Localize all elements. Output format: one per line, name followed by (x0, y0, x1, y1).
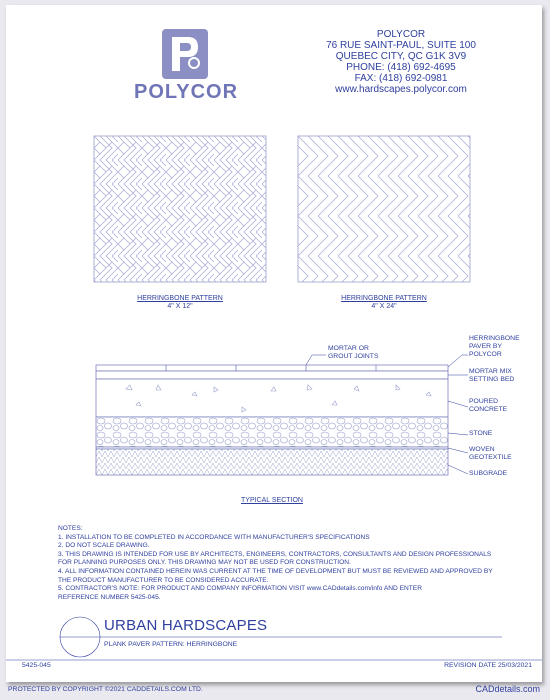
note-line: 3. THIS DRAWING IS INTENDED FOR USE BY ARCHITECTS, ENGINEERS, CONTRACTORS, CONSULTANTS AND DESIGN PROFESSIONALS (58, 550, 492, 558)
pattern-title: HERRINGBONE PATTERN (137, 295, 223, 302)
address-line: PHONE: (418) 692-4695 (346, 62, 456, 73)
note-line: REFERENCE NUMBER 5425-045. (58, 593, 161, 601)
callout-line: GROUT JOINTS (328, 353, 379, 360)
callout-concrete (469, 398, 507, 414)
drawing-title: URBAN HARDSCAPES (104, 617, 268, 634)
herringbone-pattern-4x24 (298, 136, 470, 282)
note-line: 1. INSTALLATION TO BE COMPLETED IN ACCORDANCE WITH MANUFACTURER'S SPECIFICATIONS (58, 533, 370, 541)
address-line: QUEBEC CITY, QC G1K 3V9 (335, 51, 467, 62)
typical-section-drawing (96, 361, 448, 479)
notes-block (58, 525, 493, 602)
drawing-subtitle: PLANK PAVER PATTERN: HERRINGBONE (104, 641, 238, 648)
callout-line: HERRINGBONE (469, 335, 520, 342)
company-address (326, 29, 476, 95)
callout-line: PAVER BY (469, 343, 502, 350)
callout-stone (469, 430, 492, 438)
callout-mortar-bed (469, 368, 514, 384)
note-line: 5. CONTRACTOR'S NOTE: FOR PRODUCT AND COMPANY INFORMATION VISIT www.CADdetails.com/info AND ENTER (58, 585, 422, 593)
callout-line: POLYCOR (469, 351, 502, 358)
pattern-label-2 (308, 295, 460, 311)
reference-number: 5425-045 (22, 662, 51, 669)
herringbone-pattern-4x12 (94, 136, 266, 282)
notes-heading: NOTES: (58, 525, 83, 532)
callout-line: MORTAR MIX (469, 368, 512, 375)
callout-line: STONE (469, 430, 493, 437)
caddetails-brand[interactable]: CADdetails.com (475, 684, 540, 694)
callout-subgrade (469, 470, 507, 478)
section-caption: TYPICAL SECTION (241, 497, 303, 504)
callout-line: POURED (469, 398, 499, 405)
note-line: THE PRODUCT MANUFACTURER TO BE CONSIDERED ACCURATE. (58, 576, 269, 584)
address-line: 76 RUE SAINT-PAUL, SUITE 100 (326, 40, 476, 51)
title-block-lines (6, 613, 542, 663)
mortar-joints-callout (328, 345, 378, 361)
revision-date: REVISION DATE 25/03/2021 (444, 662, 532, 669)
callout-line: WOVEN (469, 446, 495, 453)
note-line: 2. DO NOT SCALE DRAWING. (58, 542, 150, 550)
pattern-label-1 (104, 295, 256, 311)
callout-line: SUBGRADE (469, 470, 508, 477)
address-line: www.hardscapes.polycor.com (335, 84, 467, 95)
company-logo-text: POLYCOR (134, 81, 239, 103)
polycor-logo-icon (162, 29, 208, 79)
address-line: FAX: (418) 692-0981 (354, 73, 448, 84)
callout-line: GEOTEXTILE (469, 454, 512, 461)
callout-line: CONCRETE (469, 406, 508, 413)
note-line: FOR PLANNING PURPOSES ONLY. THIS DRAWING MAY NOT BE USED FOR CONSTRUCTION. (58, 559, 351, 567)
callout-line: MORTAR OR (328, 345, 369, 352)
pattern-size: 4" X 24" (371, 303, 397, 310)
note-line: 4. ALL INFORMATION CONTAINED HEREIN WAS CURRENT AT THE TIME OF DEVELOPMENT BUT MUST BE REVIEWED AND APPROVED BY (58, 567, 493, 575)
callout-geotextile (469, 446, 512, 462)
address-line: POLYCOR (376, 29, 426, 40)
drawing-sheet (6, 5, 542, 682)
copyright-notice: PROTECTED BY COPYRIGHT ©2021 CADDETAILS.COM LTD. (8, 686, 203, 693)
callout-line: SETTING BED (469, 376, 515, 383)
pattern-title: HERRINGBONE PATTERN (341, 295, 427, 302)
pattern-size: 4" X 12" (167, 303, 193, 310)
callout-paver (469, 335, 520, 359)
